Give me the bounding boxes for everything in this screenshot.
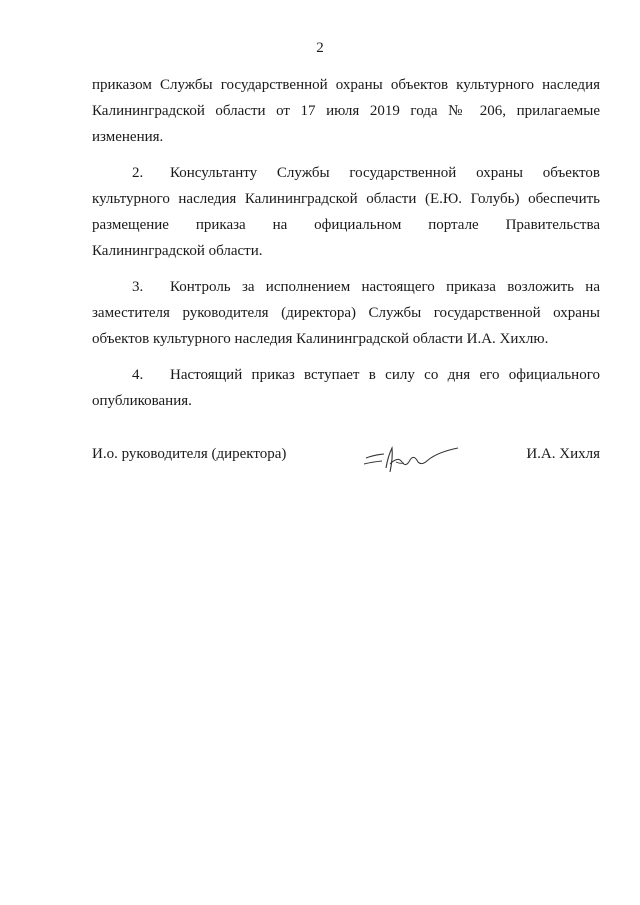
signatory-position: И.о. руководителя (директора) <box>92 446 287 462</box>
paragraph-number: 3. <box>132 279 144 295</box>
handwritten-signature-icon <box>362 438 462 478</box>
signatory-name: И.А. Хихля <box>526 446 600 462</box>
paragraph-continuation <box>92 72 600 150</box>
paragraph-text: Контроль за исполнением настоящего приказа возложить на заместителя руководителя (директора) Службы государственной охраны объектов культурного наследия Калининградской области И.А. Хихлю. <box>92 279 600 347</box>
document-body <box>92 72 600 424</box>
paragraph-item-3 <box>92 274 600 352</box>
signature-block <box>92 438 600 478</box>
paragraph-item-4 <box>92 362 600 414</box>
paragraph-text: Настоящий приказ вступает в силу со дня его официального опубликования. <box>92 367 600 409</box>
paragraph-item-2 <box>92 160 600 264</box>
paragraph-number: 4. <box>132 367 144 383</box>
page-number: 2 <box>316 40 324 56</box>
paragraph-text: приказом Службы государственной охраны объектов культурного наследия Калининградской области от 17 июля 2019 года № 206, прилагаемые изменения. <box>92 77 600 145</box>
paragraph-text: Консультанту Службы государственной охраны объектов культурного наследия Калининградской области (Е.Ю. Голубь) обеспечить размещение приказа на официальном портале Правительства Калининградской области. <box>92 165 600 259</box>
paragraph-number: 2. <box>132 165 144 181</box>
